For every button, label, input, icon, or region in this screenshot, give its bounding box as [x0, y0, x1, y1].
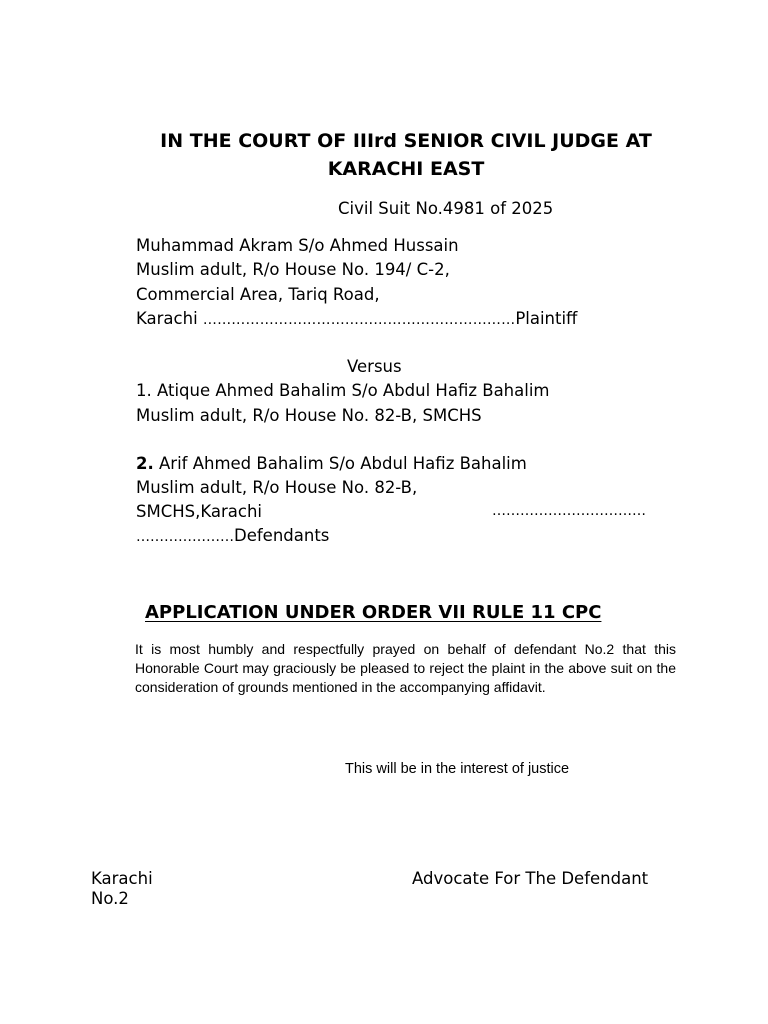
defendant2-dots: …………………: [136, 529, 234, 545]
defendant2-address-line2: SMCHS,Karachi: [136, 502, 263, 521]
versus-label: Versus: [347, 357, 402, 376]
court-title-line1: IN THE COURT OF IIIrd SENIOR CIVIL JUDGE AT: [160, 130, 652, 152]
plaintiff-city-line: [136, 309, 577, 328]
defendant2-role: Defendants: [234, 526, 330, 545]
plaintiff-address-line2: Commercial Area, Tariq Road,: [136, 285, 380, 304]
defendant2-name: Arif Ahmed Bahalim S/o Abdul Hafiz Bahalim: [159, 454, 527, 473]
footer-place: Karachi: [91, 869, 153, 888]
defendant2-role-line: [136, 526, 329, 545]
plaintiff-name: Muhammad Akram S/o Ahmed Hussain: [136, 236, 459, 255]
plaintiff-address-line1: Muslim adult, R/o House No. 194/ C-2,: [136, 260, 450, 279]
court-title-line2: KARACHI EAST: [327, 158, 485, 180]
plaintiff-city: Karachi: [136, 309, 198, 328]
defendant2-address-line1: Muslim adult, R/o House No. 82-B,: [136, 478, 418, 497]
suit-number: Civil Suit No.4981 of 2025: [338, 199, 554, 218]
plaintiff-dots: …………………………………………………………: [202, 312, 516, 328]
plaintiff-role: Plaintiff: [515, 309, 578, 328]
defendant2-name-line: [136, 454, 527, 473]
application-heading: APPLICATION UNDER ORDER VII RULE 11 CPC: [145, 602, 602, 623]
defendant1-name: 1. Atique Ahmed Bahalim S/o Abdul Hafiz Bahalim: [136, 381, 550, 400]
defendant2-number: 2.: [136, 454, 154, 473]
footer-advocate-suffix: No.2: [91, 889, 129, 908]
application-paragraph: It is most humbly and respectfully prayed on behalf of defendant No.2 that this Honorable Court may graciously be pleased to reject the plaint in the above suit on the consideration of grounds mentioned in the accompanying affidavit.: [135, 641, 676, 695]
justice-statement: This will be in the interest of justice: [345, 761, 570, 777]
defendant1-address: Muslim adult, R/o House No. 82-B, SMCHS: [136, 406, 482, 425]
defendant2-dots-right: ……………………………: [492, 503, 646, 519]
footer-advocate: Advocate For The Defendant: [412, 869, 649, 888]
